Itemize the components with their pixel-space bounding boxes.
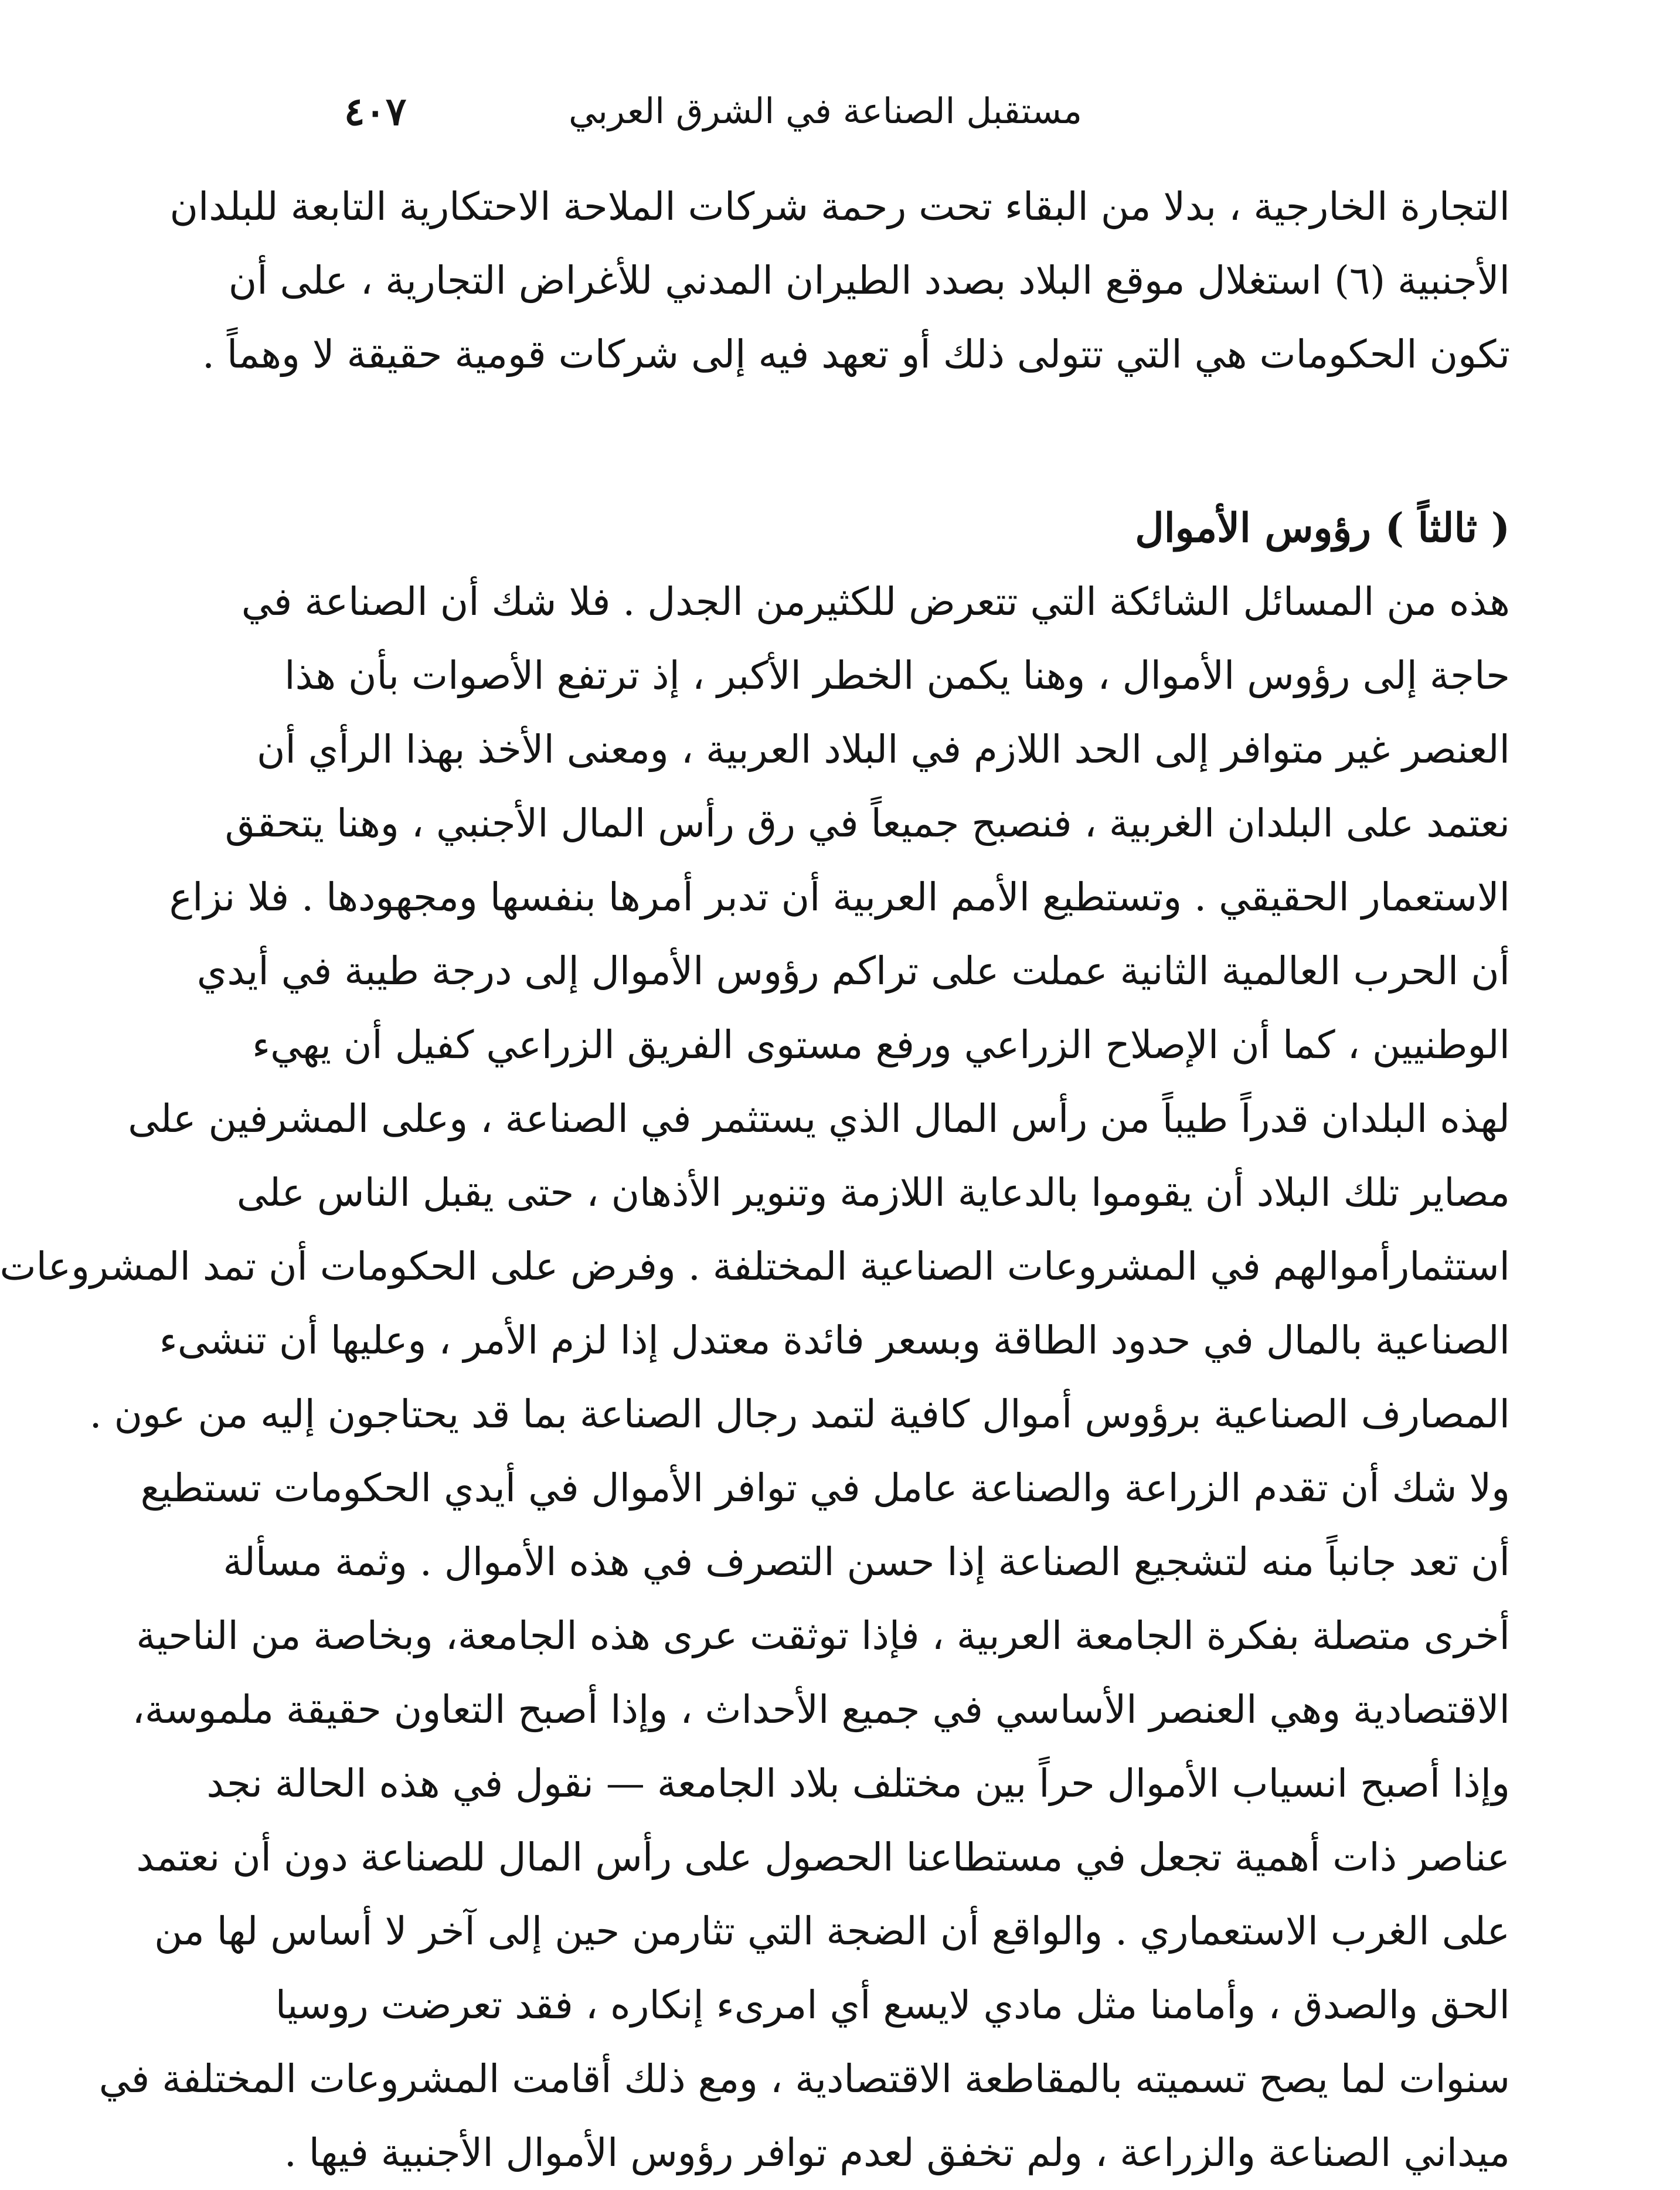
text-line: أخرى متصلة بفكرة الجامعة العربية ، فإذا توثقت عرى هذه الجامعة، وبخاصة من الناحية [136, 1613, 1510, 1658]
text-line: أن الحرب العالمية الثانية عملت على تراكم رؤوس الأموال إلى درجة طيبة في أيدي [196, 948, 1510, 994]
text-line: المصارف الصناعية برؤوس أموال كافية لتمد رجال الصناعة بما قد يحتاجون إليه من عون . [89, 1392, 1510, 1437]
section-heading: ( ثالثاً ) رؤوس الأموال [1135, 505, 1510, 552]
text-line: سنوات لما يصح تسميته بالمقاطعة الاقتصادية ، ومع ذلك أقامت المشروعات المختلفة في [98, 2056, 1510, 2101]
text-line: تكون الحكومات هي التي تتولى ذلك أو تعهد فيه إلى شركات قومية حقيقة لا وهماً . [202, 332, 1510, 377]
text-line: ميداني الصناعة والزراعة ، ولم تخفق لعدم توافر رؤوس الأموال الأجنبية فيها . [284, 2130, 1510, 2175]
paragraph-capital [0, 565, 1510, 2190]
page-number: ٤٠٧ [344, 89, 407, 134]
body-text [0, 170, 1510, 2190]
text-line: أن تعد جانباً منه لتشجيع الصناعة إذا حسن التصرف في هذه الأموال . وثمة مسألة [223, 1539, 1510, 1584]
text-line: على الغرب الاستعماري . والواقع أن الضجة التي تثارمن حين إلى آخر لا أساس لها من [154, 1909, 1510, 1954]
text-line: حاجة إلى رؤوس الأموال ، وهنا يكمن الخطر الأكبر ، إذ ترتفع الأصوات بأن هذا [284, 653, 1510, 698]
text-line: الصناعية بالمال في حدود الطاقة وبسعر فائدة معتدل إذا لزم الأمر ، وعليها أن تنشىء [159, 1318, 1510, 1363]
paragraph-trade [169, 170, 1510, 392]
text-line: الأجنبية (٦) استغلال موقع البلاد بصدد الطيران المدني للأغراض التجارية ، على أن [228, 258, 1510, 303]
section-spacer [320, 392, 1510, 491]
running-title: مستقبل الصناعة في الشرق العربي [569, 91, 1082, 132]
text-line: الاستعمار الحقيقي . وتستطيع الأمم العربية أن تدبر أمرها بنفسها ومجهودها . فلا نزاع [169, 875, 1510, 920]
text-line: العنصر غير متوافر إلى الحد اللازم في البلاد العربية ، ومعنى الأخذ بهذا الرأي أن [256, 727, 1510, 772]
text-line: وإذا أصبح انسياب الأموال حراً بين مختلف بلاد الجامعة — نقول في هذه الحالة نجد [206, 1761, 1510, 1806]
text-line: هذه من المسائل الشائكة التي تتعرض للكثيرمن الجدل . فلا شك أن الصناعة في [241, 579, 1510, 624]
text-line: ولا شك أن تقدم الزراعة والصناعة عامل في توافر الأموال في أيدي الحكومات تستطيع [140, 1465, 1510, 1511]
text-line: الاقتصادية وهي العنصر الأساسي في جميع الأحداث ، وإذا أصبح التعاون حقيقة ملموسة، [132, 1687, 1510, 1732]
text-line: عناصر ذات أهمية تجعل في مستطاعنا الحصول على رأس المال للصناعة دون أن نعتمد [136, 1835, 1510, 1880]
text-line: نعتمد على البلدان الغربية ، فنصبح جميعاً في رق رأس المال الأجنبي ، وهنا يتحقق [225, 801, 1510, 846]
text-line: استثمارأموالهم في المشروعات الصناعية المختلفة . وفرض على الحكومات أن تمد المشروعات [0, 1244, 1510, 1289]
text-line: التجارة الخارجية ، بدلا من البقاء تحت رحمة شركات الملاحة الاحتكارية التابعة للبلدان [169, 184, 1510, 229]
text-line: مصاير تلك البلاد أن يقوموا بالدعاية اللازمة وتنوير الأذهان ، حتى يقبل الناس على [236, 1170, 1510, 1215]
text-line: الوطنيين ، كما أن الإصلاح الزراعي ورفع مستوى الفريق الزراعي كفيل أن يهيء [252, 1022, 1510, 1067]
text-line: الحق والصدق ، وأمامنا مثل مادي لايسع أي امرىء إنكاره ، فقد تعرضت روسيا [275, 1982, 1510, 2028]
text-line: لهذه البلدان قدراً طيباً من رأس المال الذي يستثمر في الصناعة ، وعلى المشرفين على [128, 1096, 1510, 1141]
page-header [344, 82, 1487, 147]
